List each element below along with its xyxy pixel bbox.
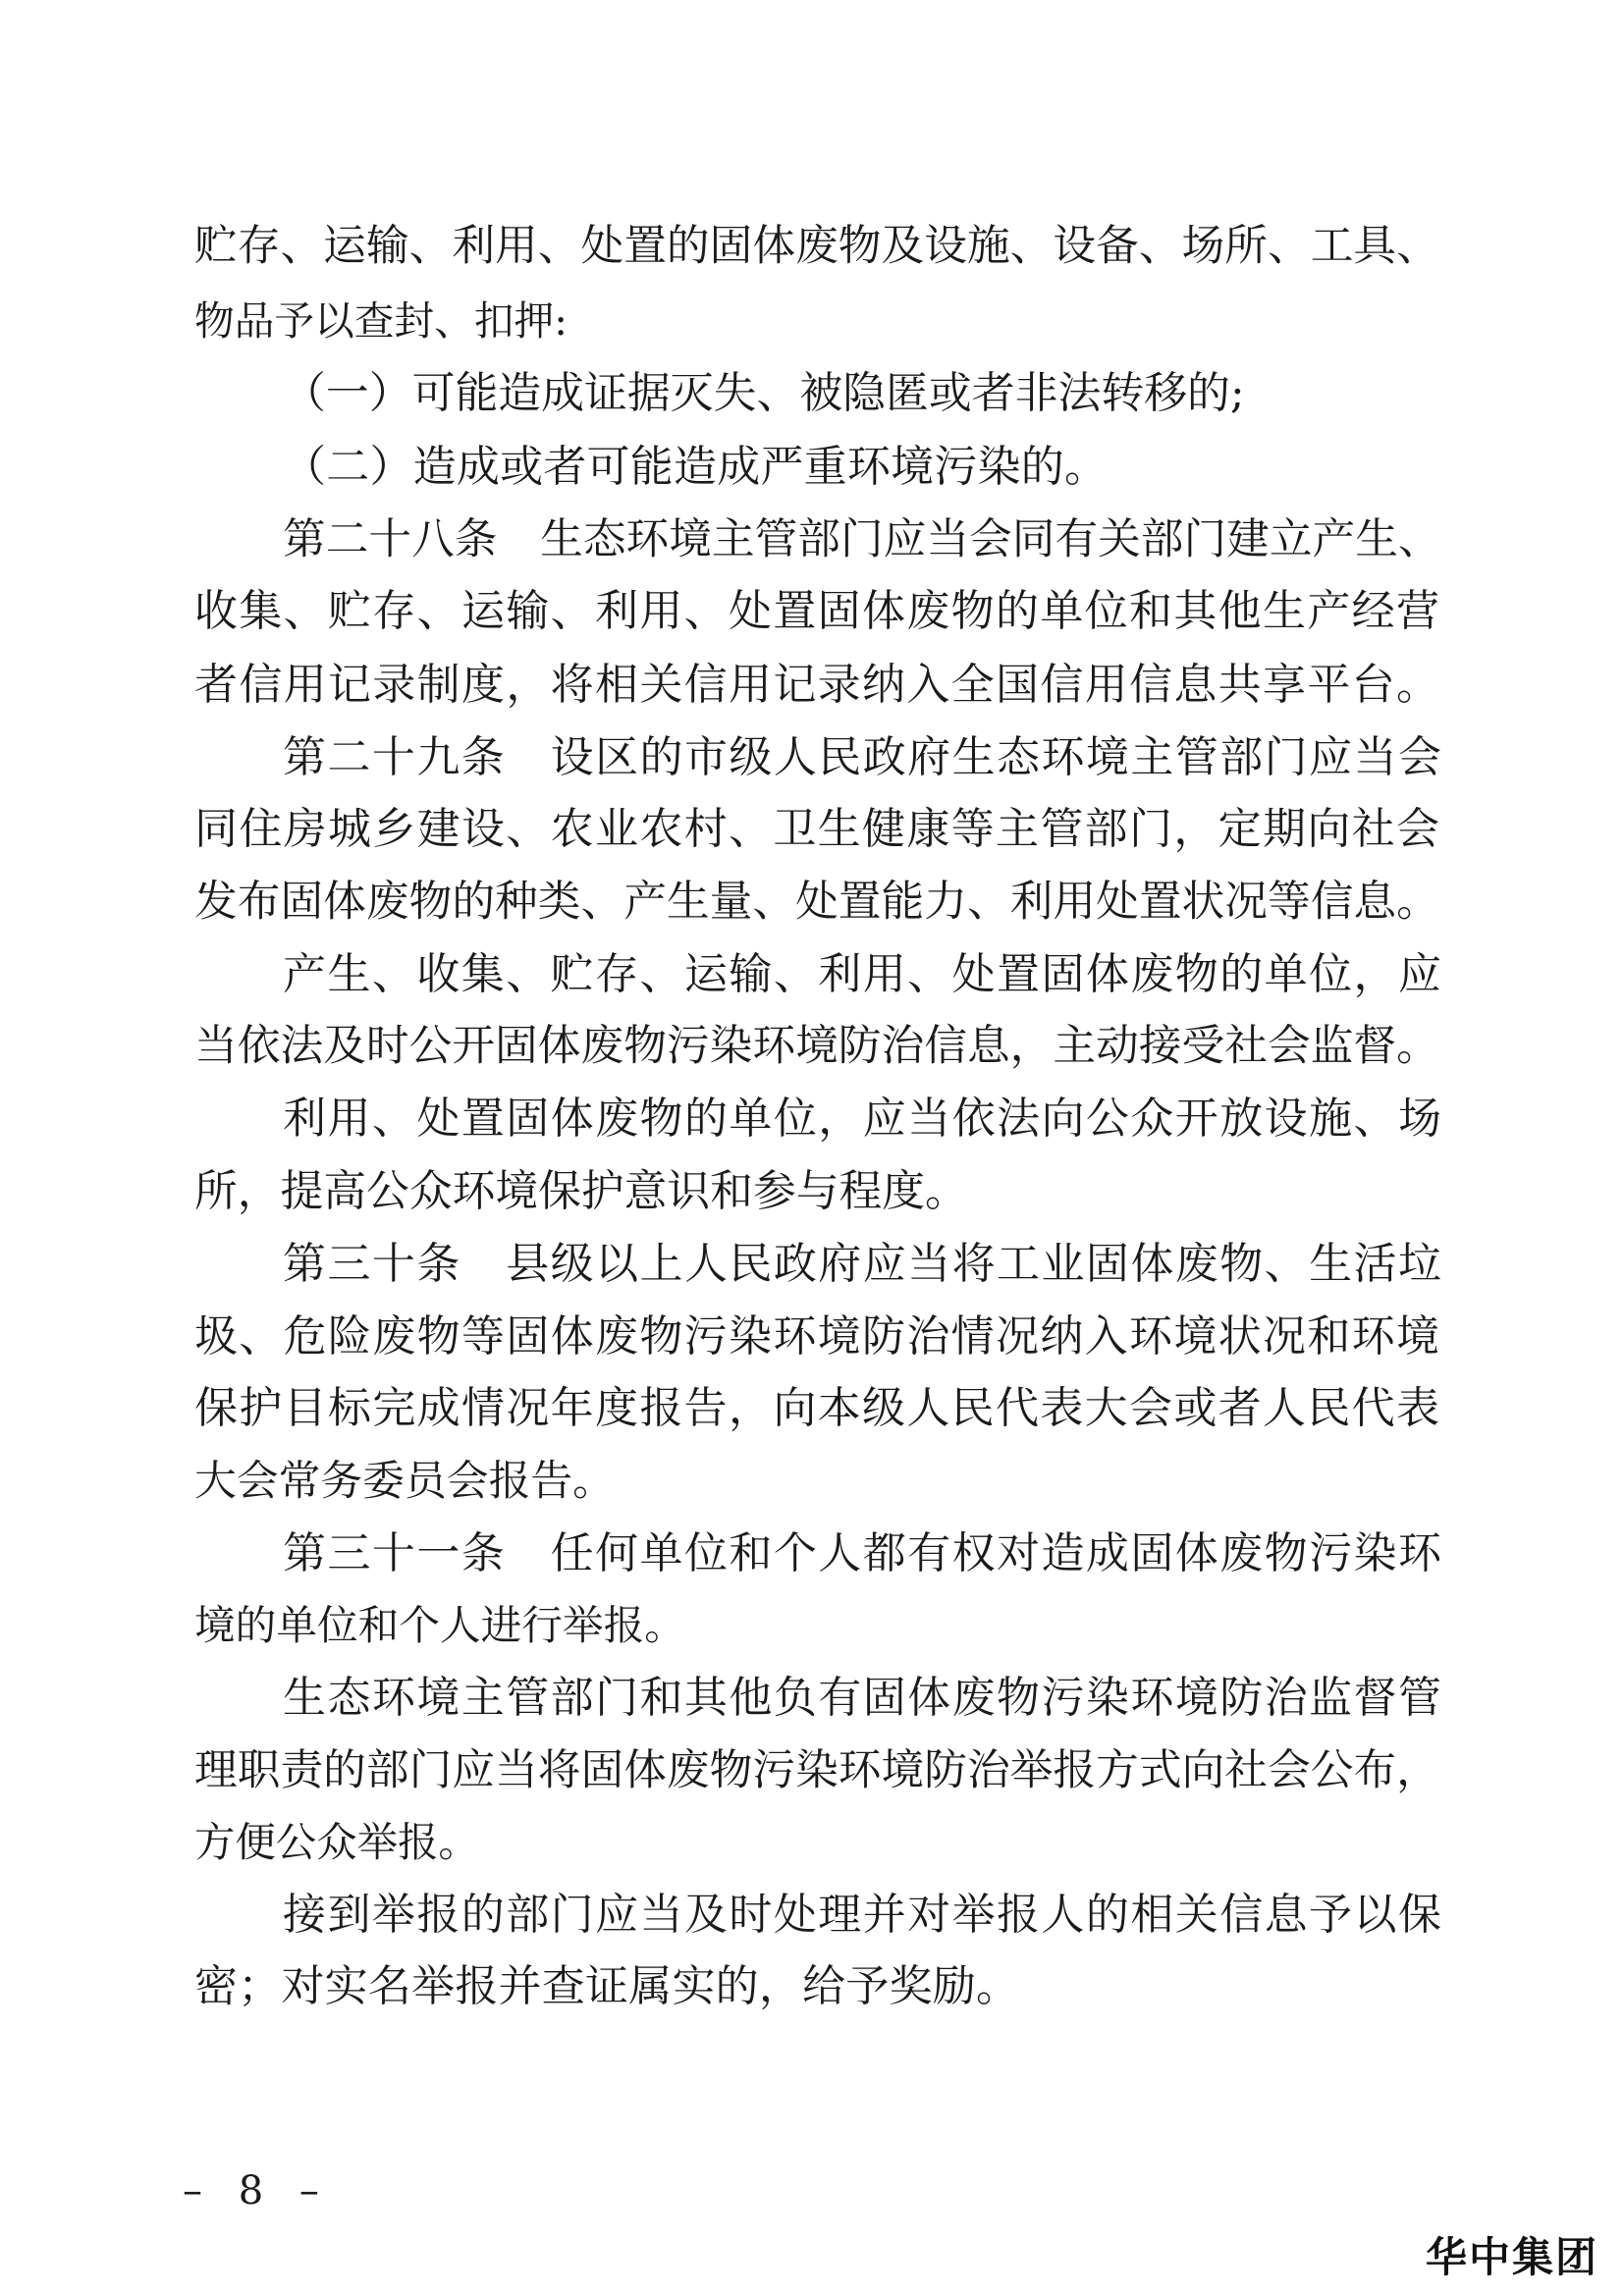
body-text-line-content: 生态环境主管部门和其他负有固体废物污染环境防治监督管 (283, 1673, 1443, 1723)
body-text-line-content: 第二十九条 设区的市级人民政府生态环境主管部门应当会 (283, 732, 1443, 782)
body-text-line (0, 936, 1624, 1013)
body-text-line (0, 1587, 1624, 1664)
body-text-line (0, 502, 1624, 578)
body-text-line-content: 第二十八条 生态环境主管部门应当会同有关部门建立产生、 (283, 514, 1441, 564)
brand-watermark: 华中集团 (1425, 2233, 1598, 2281)
body-text-line-content: 贮存、运输、利用、处置的固体废物及设施、设备、场所、工具、 (194, 221, 1439, 271)
body-text-line (0, 791, 1624, 868)
body-text-line (0, 1949, 1624, 2025)
body-text-line-content: （一）可能造成证据灭失、被隐匿或者非法转移的; (283, 368, 1245, 418)
body-text-line (0, 1877, 1624, 1953)
body-text-line (0, 1660, 1624, 1736)
body-text-line (0, 1299, 1624, 1375)
body-text-line-content: 发布固体废物的种类、产生量、处置能力、利用处置状况等信息。 (194, 877, 1439, 927)
body-text-line (0, 1804, 1624, 1881)
body-text-line (0, 1370, 1624, 1447)
body-text-line-content: 方便公众举报。 (194, 1819, 479, 1866)
body-text-line (0, 283, 1624, 359)
body-text-line-content: 利用、处置固体废物的单位，应当依法向公众开放设施、场 (283, 1094, 1443, 1144)
body-text-line-content: 产生、收集、贮存、运输、利用、处置固体废物的单位，应 (283, 949, 1443, 999)
body-text-line-content: 理职责的部门应当将固体废物污染环境防治举报方式向社会公布， (194, 1745, 1439, 1795)
body-text-line-content: 密；对实名举报并查证属实的，给予奖励。 (194, 1961, 1020, 2011)
body-text-line-content: 所，提高公众环境保护意识和参与程度。 (194, 1166, 968, 1216)
body-text-line (0, 1008, 1624, 1085)
body-text-line-content: （二）造成或者可能造成严重环境污染的。 (283, 442, 1109, 492)
body-text-line (0, 1516, 1624, 1592)
body-text-line (0, 1733, 1624, 1809)
body-text-line-content: 同住房城乡建设、农业农村、卫生健康等主管部门，定期向社会 (194, 804, 1441, 854)
body-text-line-content: 圾、危险废物等固体废物污染环境防治情况纳入环境状况和环境 (194, 1311, 1441, 1362)
body-text-line-content: 大会常务委员会报告。 (194, 1457, 615, 1506)
body-text-line (0, 208, 1624, 285)
body-text-line (0, 1153, 1624, 1230)
body-text-line-content: 第三十一条 任何单位和个人都有权对造成固体废物污染环 (283, 1528, 1443, 1578)
body-text-line-content: 收集、贮存、运输、利用、处置固体废物的单位和其他生产经营 (194, 586, 1441, 636)
body-text-line (0, 1226, 1624, 1303)
body-text-line (0, 573, 1624, 650)
page-number: – 8 – (183, 2168, 331, 2214)
body-text-line-content: 当依法及时公开固体废物污染环境防治信息，主动接受社会监督。 (194, 1021, 1439, 1071)
body-text-line (0, 864, 1624, 940)
body-text-line-content: 物品予以查封、扣押: (194, 297, 568, 345)
body-text-line (0, 355, 1624, 432)
body-text-line (0, 1443, 1624, 1520)
body-text-line (0, 1081, 1624, 1157)
body-text-line-content: 境的单位和个人进行举报。 (194, 1601, 685, 1649)
body-text-line-content: 者信用记录制度，将相关信用记录纳入全国信用信息共享平台。 (194, 660, 1441, 710)
body-text-line (0, 647, 1624, 723)
body-text-line (0, 720, 1624, 796)
body-text-line-content: 保护目标完成情况年度报告，向本级人民代表大会或者人民代表 (194, 1383, 1441, 1433)
body-text-line-content: 第三十条 县级以上人民政府应当将工业固体废物、生活垃 (283, 1239, 1443, 1289)
body-text-line (0, 429, 1624, 506)
body-text-line-content: 接到举报的部门应当及时处理并对举报人的相关信息予以保 (283, 1890, 1443, 1940)
